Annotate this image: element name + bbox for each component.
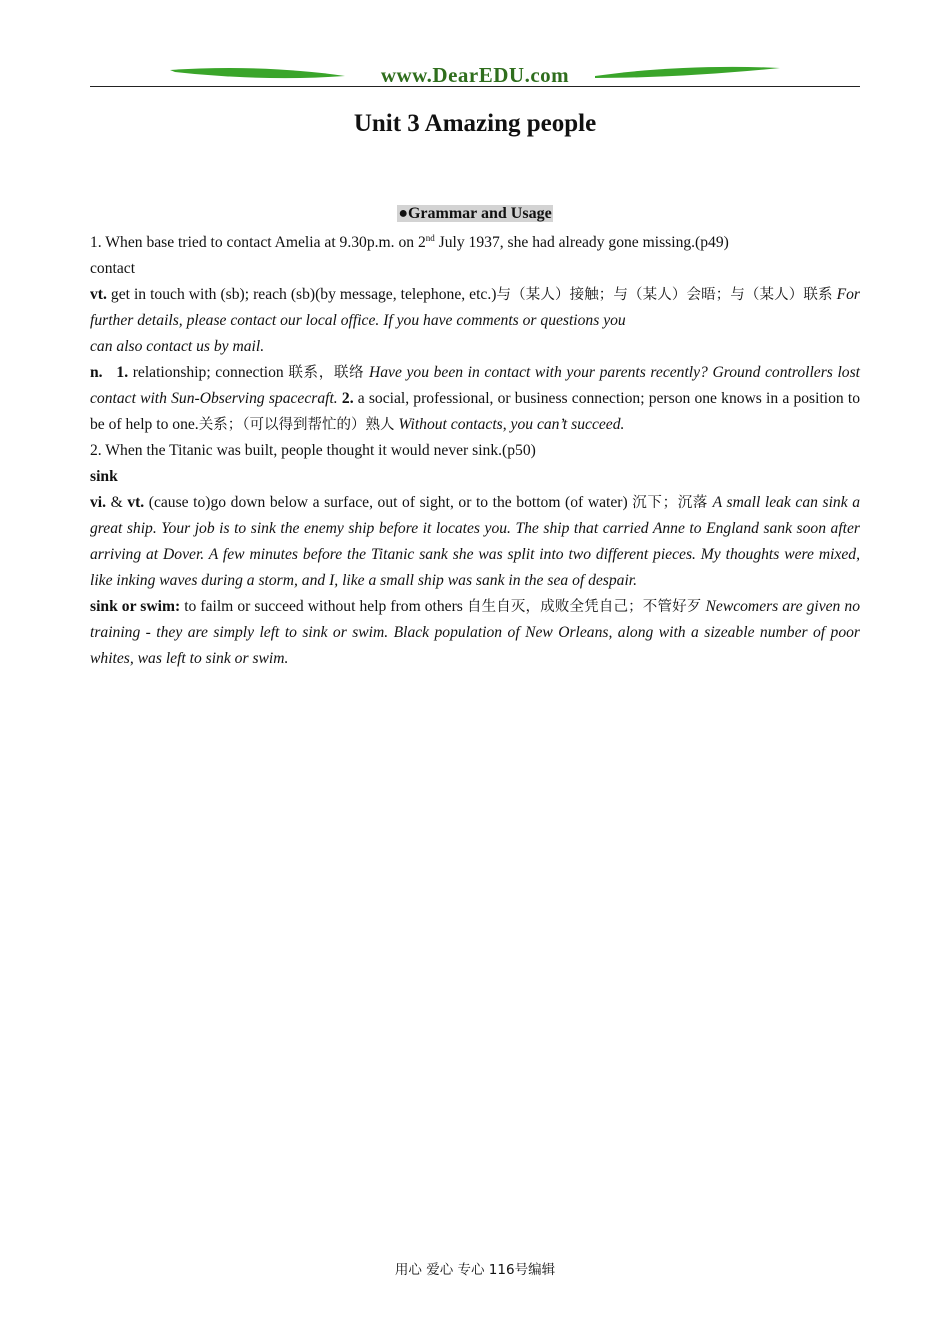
document-body	[90, 230, 860, 672]
section-heading-text: ●Grammar and Usage	[398, 205, 552, 222]
section-heading	[90, 205, 860, 223]
definition-sink: vi. & vt. (cause to)go down below a surface, out of sight, or to the bottom (of water) 沉下；沉落 A small leak can sink a great ship. Your job is to sink the enemy ship before it locates you. The ship that carried Anne to England sank soon after arriving at Dover. A few minutes before the Titanic sank she was split into two different pieces. My thoughts were mixed, like inking waves during a storm, and I, like a small ship was sank in the sea of despair.	[90, 494, 860, 589]
example-sentence-1: 1. When base tried to contact Amelia at 9.30p.m. on 2nd July 1937, she had already gone missing.(p49)	[90, 233, 729, 251]
header-divider	[90, 86, 860, 87]
example-sentence-2: 2. When the Titanic was built, people thought it would never sink.(p50)	[90, 442, 536, 459]
logo-text: www.DearEDU.com	[380, 63, 570, 87]
idiom-sink-or-swim: sink or swim: to failm or succeed without help from others 自生自灭，成败全凭自己；不管好歹 Newcomers are given no training - they are simply left to sink or swim. Black population of New Orleans, along with a sizeable number of poor whites, was left to sink or swim.	[90, 598, 860, 667]
definition-contact-vt: vt. get in touch with (sb); reach (sb)(by message, telephone, etc.)与（某人）接触；与（某人）会晤；与（某人）联系 For further details, please contact our local office. If you have comments or questions you	[90, 286, 860, 329]
definition-contact-vt-example-cont: can also contact us by mail.	[90, 338, 265, 355]
page-title: Unit 3 Amazing people	[353, 110, 597, 137]
headword-contact: contact	[90, 260, 136, 277]
headword-sink: sink	[90, 468, 118, 485]
definition-contact-n: n. 1. relationship; connection 联系，联络 Have you been in contact with your parents recently? Ground controllers lost contact with Sun-Observing spacecraft. 2. a social, professional, or business connection; person one knows in a position to be of help to one.关系；（可以得到帮忙的）熟人 Without contacts, you can’t succeed.	[90, 364, 861, 433]
page-footer: 用心 爱心 专心 116号编辑	[394, 1262, 556, 1278]
